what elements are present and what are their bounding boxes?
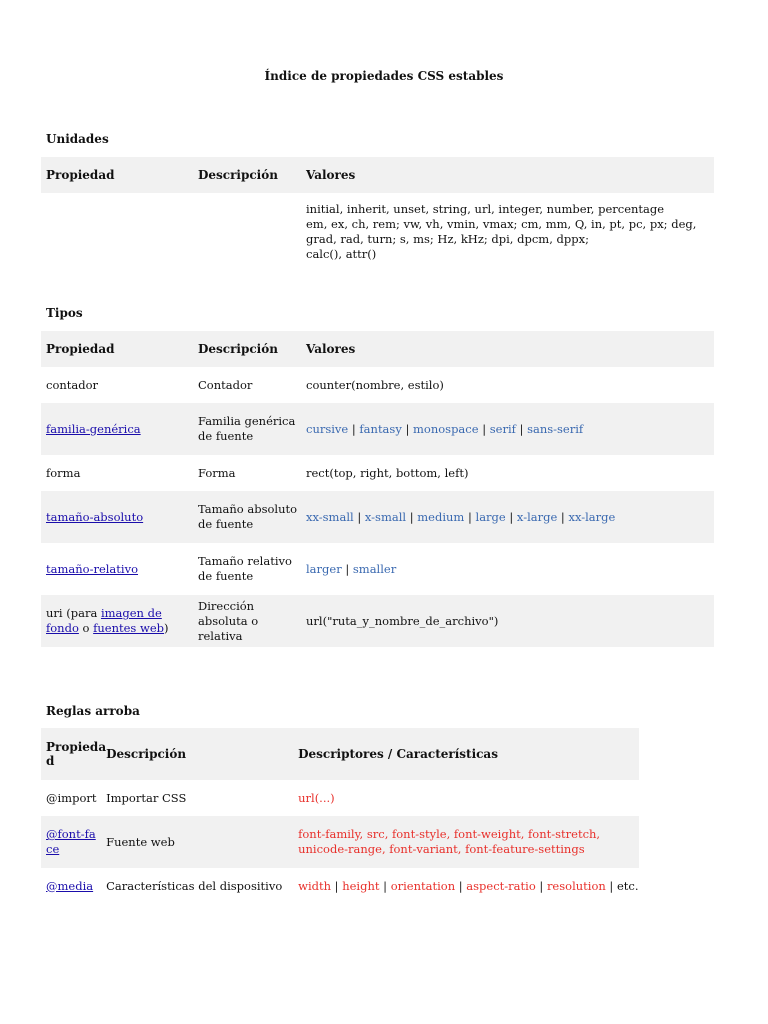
reglas-arroba-table (41, 728, 639, 904)
value-keyword: xx-small (306, 509, 354, 524)
link-familia-generica[interactable]: familia-genérica (46, 421, 141, 436)
cell-descripcion: Tamaño absoluto de fuente (198, 502, 298, 531)
table-row (41, 816, 639, 868)
cell-descripcion: Forma (198, 465, 236, 480)
section-heading-reglas-arroba: Reglas arroba (46, 704, 140, 718)
value-keyword: aspect-ratio (466, 878, 536, 893)
value-keyword: sans-serif (527, 421, 584, 436)
value-keyword: x-large (516, 509, 558, 524)
value-separator: | (341, 561, 353, 576)
uri-prefix: uri (para (46, 606, 101, 620)
table-row (41, 193, 714, 271)
table-row (41, 868, 639, 904)
table-header-row (41, 157, 714, 193)
value-keyword: smaller (352, 561, 397, 576)
cell-valores: initial, inherit, unset, string, url, integer, number, percentage em, ex, ch, rem; vw, vh, vmin, vmax; cm, mm, Q, in, pt, pc, px; deg, grad, rad, turn; s, ms; Hz, kHz; dpi, dpcm, dppx; calc(), attr() (306, 202, 697, 261)
cell-valores (306, 403, 714, 455)
table-header-row (41, 331, 714, 367)
cell-descripcion: Características del dispositivo (106, 878, 283, 893)
column-header-descripcion: Descripción (106, 746, 187, 761)
value-keyword: xx-large (568, 509, 616, 524)
value-keyword: large (475, 509, 506, 524)
cell-propiedad (41, 595, 198, 647)
value-keyword: fantasy (359, 421, 402, 436)
cell-valores (306, 543, 714, 595)
table-header-row (41, 728, 639, 780)
value-separator: | (505, 509, 517, 524)
link-media[interactable]: @media (46, 878, 94, 893)
cell-valores: counter(nombre, estilo) (306, 377, 444, 392)
table-row (41, 403, 714, 455)
value-separator: | (401, 421, 414, 436)
cell-valores (306, 491, 714, 543)
column-header-propiedad: Propiedad (46, 167, 115, 182)
link-imagen-de-fondo[interactable]: imagen de fondo (46, 606, 162, 635)
table-row (41, 780, 639, 816)
value-separator: | (455, 878, 467, 893)
cell-descripcion: Importar CSS (106, 790, 187, 805)
page-title: Índice de propiedades CSS estables (264, 69, 504, 83)
column-header-valores: Valores (306, 167, 356, 182)
cell-propiedad: contador (46, 377, 99, 392)
uri-suffix: ) (164, 621, 169, 635)
value-separator: | (515, 421, 528, 436)
value-keyword: cursive (306, 421, 349, 436)
cell-propiedad: forma (46, 465, 81, 480)
value-separator: | (379, 878, 391, 893)
section-heading-unidades: Unidades (46, 132, 109, 146)
cell-descriptores: font-family, src, font-style, font-weight, font-stretch, unicode-range, font-variant, font-feature-settings (298, 827, 601, 856)
column-header-descripcion: Descripción (198, 341, 278, 356)
column-header-valores: Valores (306, 341, 356, 356)
table-row (41, 367, 714, 403)
cell-propiedad (41, 491, 198, 543)
column-header-descripcion: Descripción (198, 167, 278, 182)
value-separator: | (478, 421, 490, 436)
value-keyword: orientation (390, 878, 456, 893)
value-keyword: larger (306, 561, 342, 576)
table-row (41, 543, 714, 595)
cell-propiedad: @import (46, 790, 97, 805)
cell-descriptores (298, 868, 639, 904)
cell-propiedad (41, 868, 106, 904)
link-tamano-absoluto[interactable]: tamaño-absoluto (46, 509, 144, 524)
cell-valores: rect(top, right, bottom, left) (306, 465, 469, 480)
tipos-table (41, 331, 714, 647)
value-separator: | (557, 509, 569, 524)
value-keyword: height (342, 878, 380, 893)
value-keyword: resolution (546, 878, 606, 893)
column-header-propiedad: Propieda d (46, 740, 107, 768)
section-heading-tipos: Tipos (46, 306, 83, 320)
value-separator: | (464, 509, 476, 524)
table-row (41, 455, 714, 491)
value-separator: | (348, 421, 360, 436)
value-keyword: medium (417, 509, 465, 524)
value-keyword: monospace (413, 421, 479, 436)
value-separator: | (331, 878, 343, 893)
cell-propiedad (41, 543, 198, 595)
cell-descripcion: Dirección absoluta o relativa (198, 598, 259, 643)
cell-propiedad (41, 816, 106, 868)
column-header-propiedad: Propiedad (46, 341, 115, 356)
cell-descripcion: Fuente web (106, 834, 175, 849)
cell-valores: url("ruta_y_nombre_de_archivo") (306, 613, 499, 628)
link-tamano-relativo[interactable]: tamaño-relativo (46, 561, 139, 576)
cell-descriptores: url(...) (298, 790, 335, 805)
value-separator: | (353, 509, 365, 524)
cell-descripcion: Familia genérica de fuente (198, 414, 296, 443)
table-row (41, 595, 714, 647)
link-fuentes-web[interactable]: fuentes web (93, 621, 164, 635)
cell-descripcion: Tamaño relativo de fuente (198, 554, 292, 583)
table-row (41, 491, 714, 543)
value-keyword: serif (489, 421, 516, 436)
link-font-face[interactable]: @font-face (46, 827, 96, 856)
value-keyword: width (298, 878, 332, 893)
column-header-descriptores: Descriptores / Características (298, 746, 498, 761)
unidades-table (41, 157, 714, 271)
value-separator: | (535, 878, 547, 893)
cell-propiedad (41, 193, 198, 271)
value-keyword: x-small (364, 509, 407, 524)
cell-descripcion: Contador (198, 377, 253, 392)
cell-descripcion (198, 193, 306, 271)
value-suffix: | etc. (605, 878, 639, 893)
cell-propiedad (41, 403, 198, 455)
value-separator: | (406, 509, 418, 524)
uri-mid: o (78, 621, 94, 635)
